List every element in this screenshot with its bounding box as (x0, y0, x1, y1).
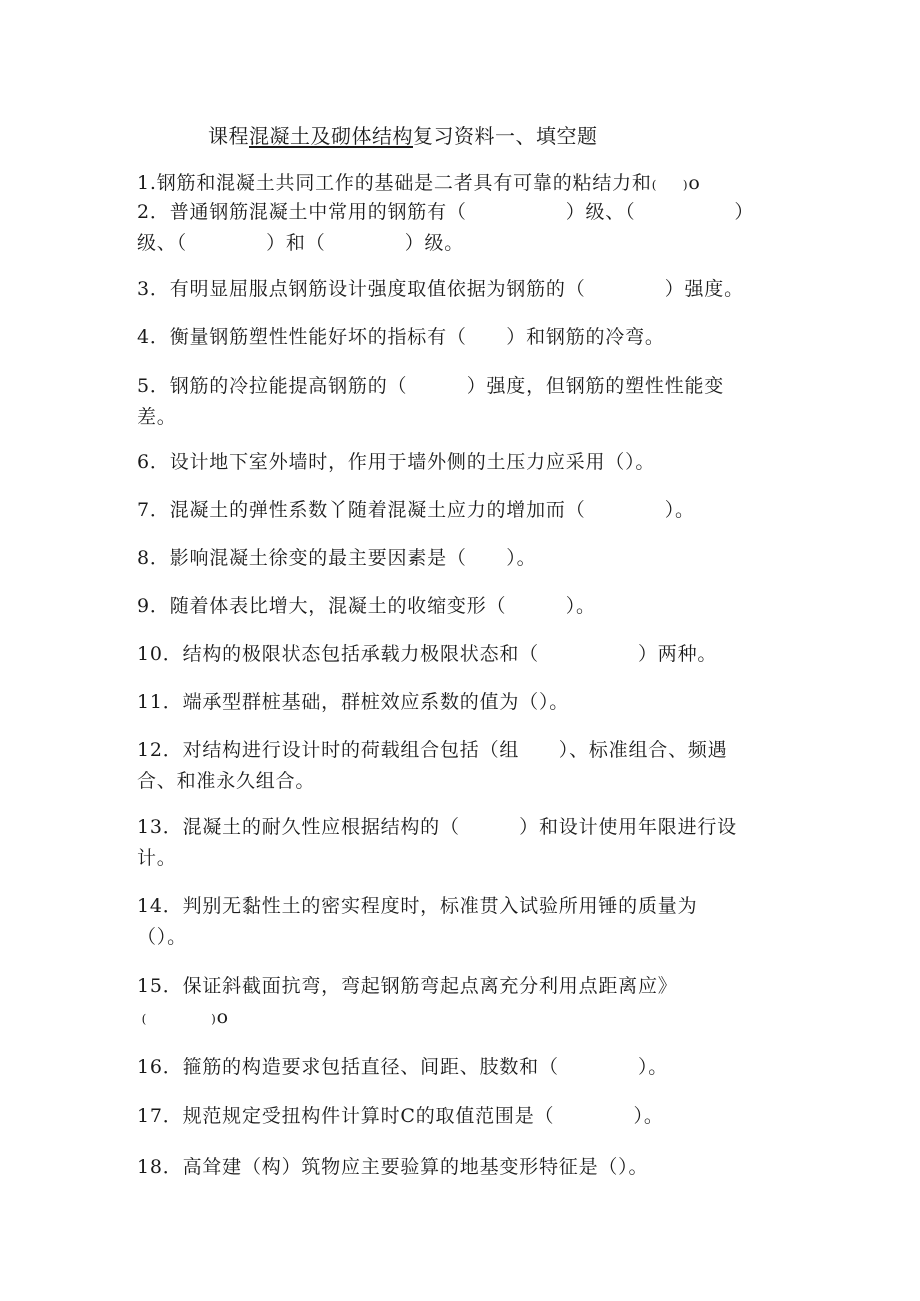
question-5: 5．钢筋的冷拉能提高钢筋的（ ）强度，但钢筋的塑性性能变 差。 (137, 375, 725, 428)
question-3: 3．有明显屈服点钢筋设计强度取值依据为钢筋的（ ）强度。 (137, 278, 744, 300)
question-13: 13．混凝土的耐久性应根据结构的（ ）和设计使用年限进行设 计。 (137, 816, 737, 869)
question-18: 18．高耸建（构）筑物应主要验算的地基变形特征是（）。 (137, 1156, 649, 1178)
document-title (208, 120, 598, 149)
question-4: 4．衡量钢筋塑性性能好坏的指标有（ ）和钢筋的冷弯。 (137, 326, 665, 348)
title-suffix: 复习资料一、填空题 (413, 124, 598, 148)
question-11: 11．端承型群桩基础，群桩效应系数的值为（）。 (137, 691, 570, 713)
question-6: 6．设计地下室外墙时，作用于墙外侧的土压力应采用（）。 (137, 451, 656, 473)
question-14: 14．判别无黏性土的密实程度时，标准贯入试验所用锤的质量为 （）。 (137, 895, 698, 948)
title-prefix: 课程 (208, 124, 249, 148)
question-10: 10．结构的极限状态包括承载力极限状态和（ ）两种。 (137, 643, 718, 665)
question-8: 8．影响混凝土徐变的最主要因素是（ ）。 (137, 547, 537, 569)
question-9: 9．随着体表比增大，混凝土的收缩变形（ ）。 (137, 595, 596, 617)
question-7: 7．混凝土的弹性系数丫随着混凝土应力的增加而（ ）。 (137, 499, 695, 521)
question-17: 17．规范规定受扭构件计算时C的取值范围是（ ）。 (137, 1105, 664, 1127)
question-12: 12．对结构进行设计时的荷载组合包括（组 ）、标准组合、频遇 合、和准永久组合。 (137, 739, 728, 792)
question-15: 15．保证斜截面抗弯，弯起钢筋弯起点离充分利用点距离应》 ( )o (137, 975, 678, 1028)
question-16: 16．箍筋的构造要求包括直径、间距、肢数和（ ）。 (137, 1056, 669, 1078)
question-2: 2．普通钢筋混凝土中常用的钢筋有（ ）级、（ ） 级、（ ）和（ ）级。 (137, 201, 755, 254)
question-1: 1.钢筋和混凝土共同工作的基础是二者具有可靠的粘结力和( )o (137, 172, 701, 194)
course-name: 混凝土及砌体结构 (249, 124, 413, 148)
